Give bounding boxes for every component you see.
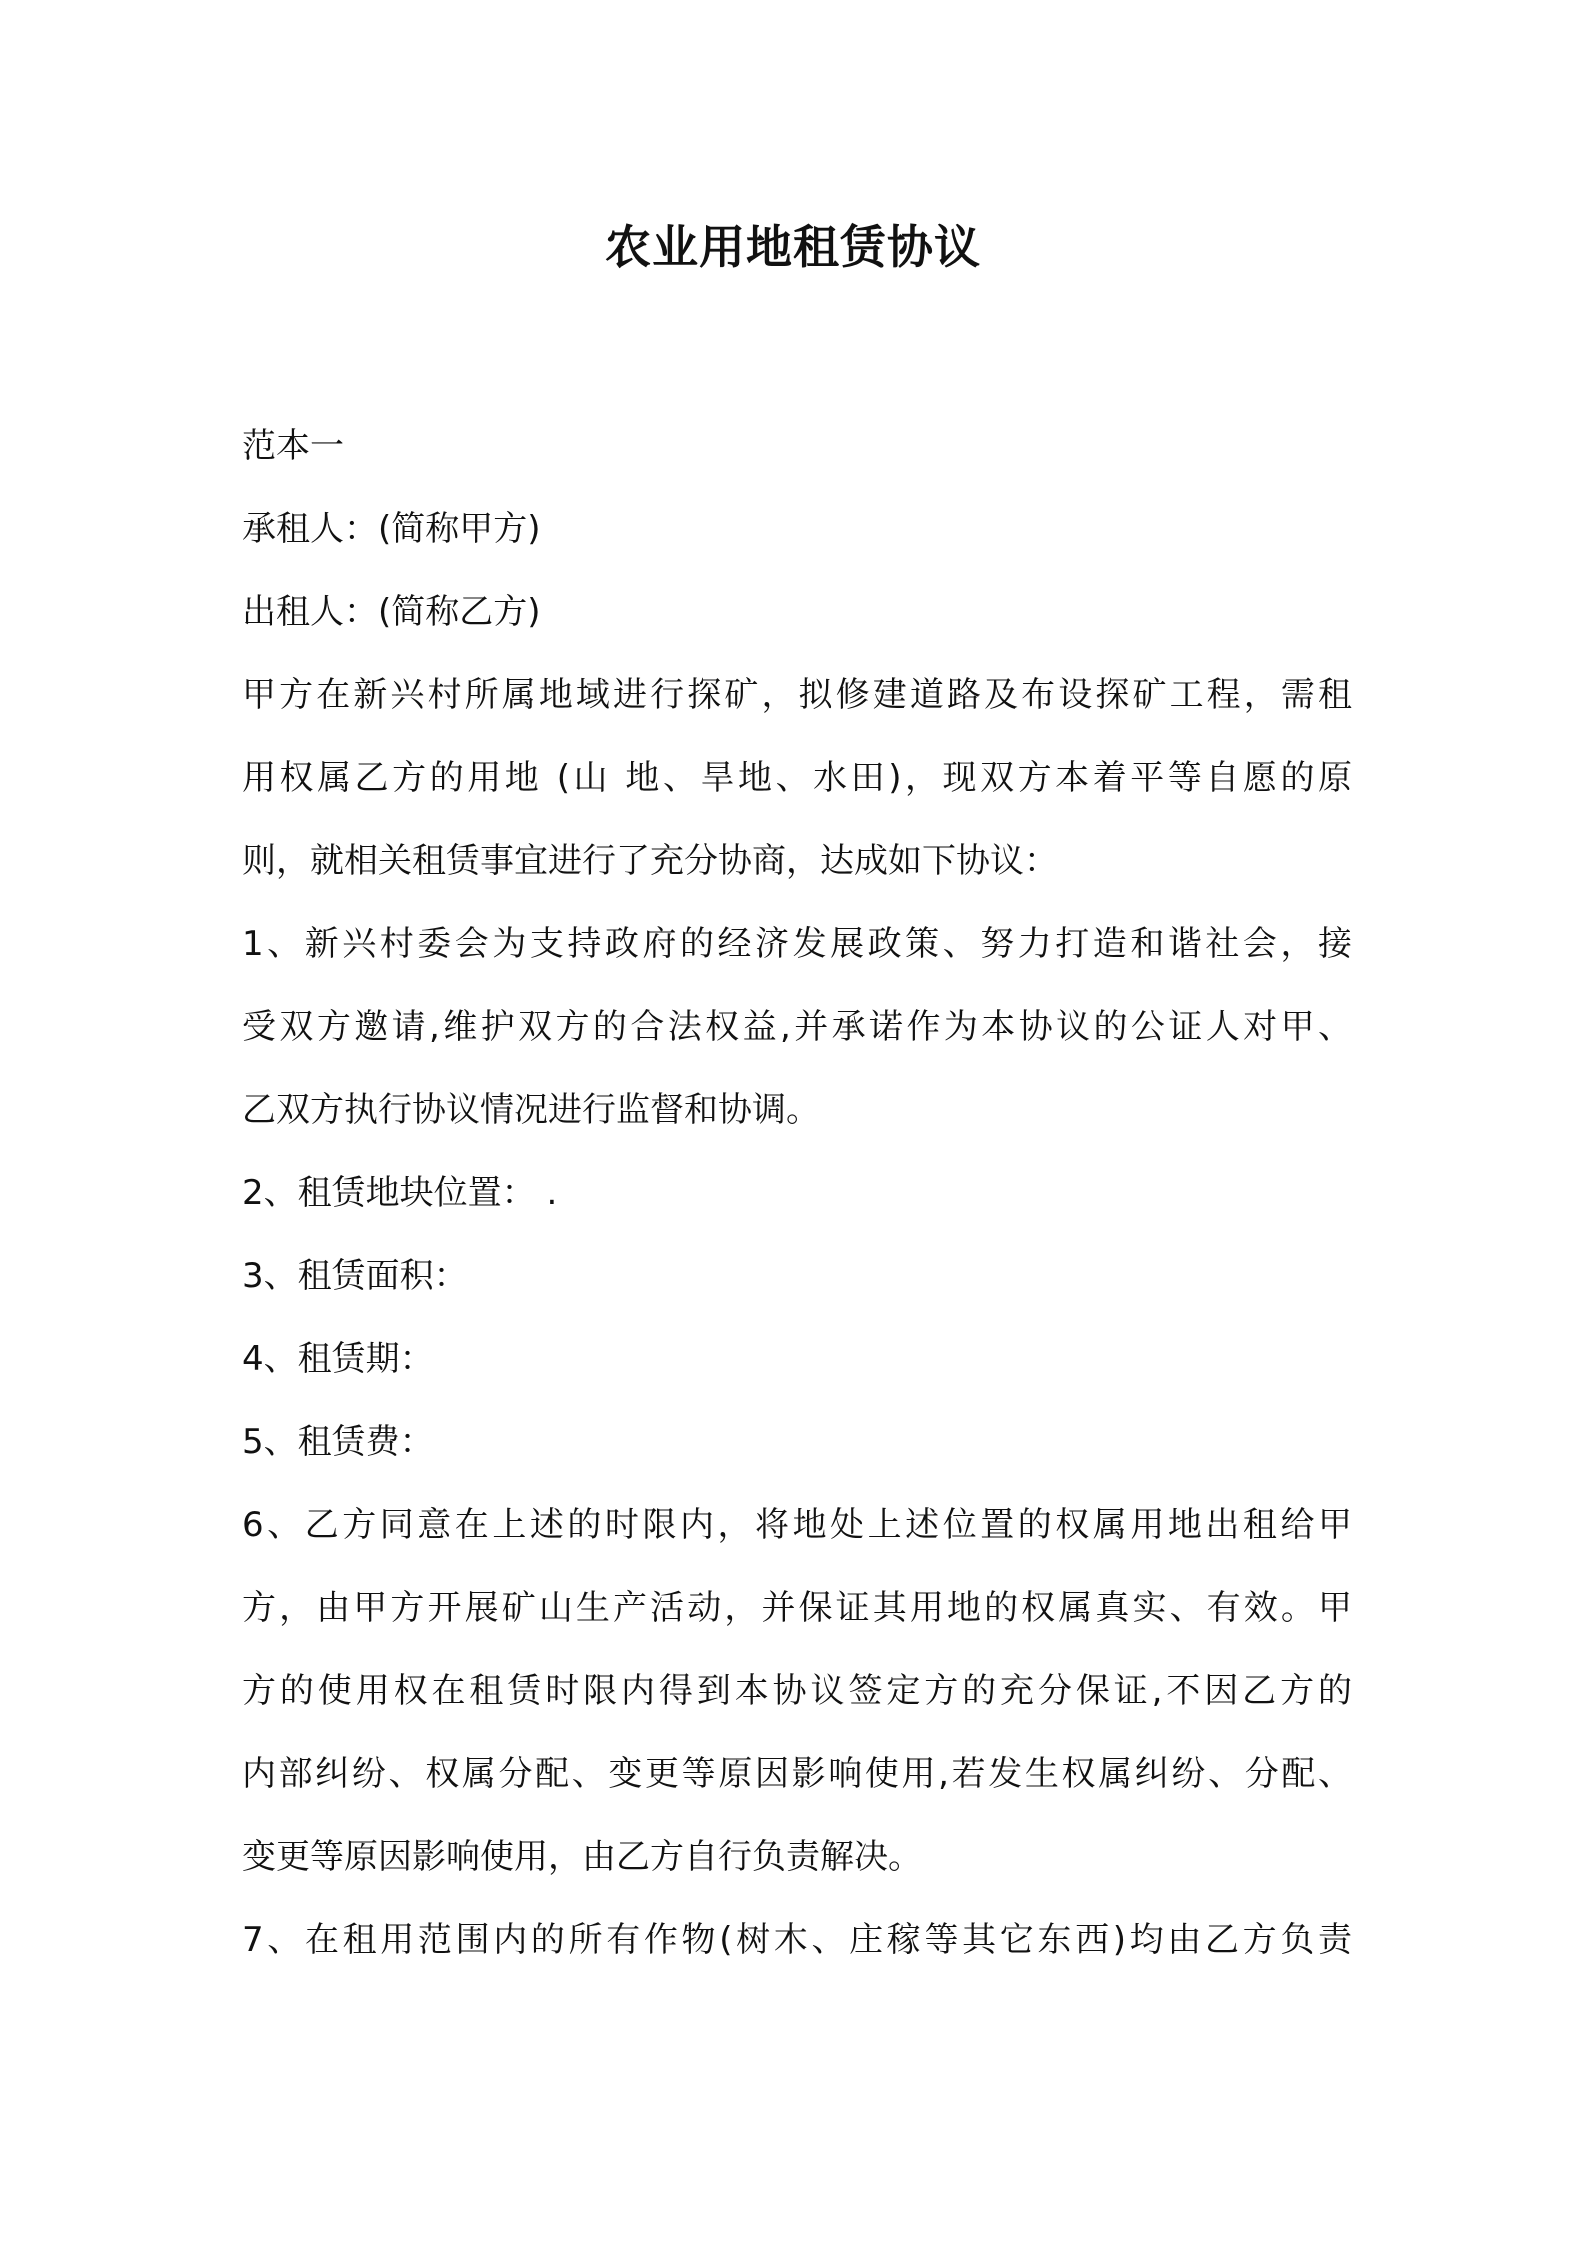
body-line: 2、租赁地块位置： .	[242, 1173, 558, 1213]
body-line: 乙双方执行协议情况进行监督和协调。	[242, 1090, 820, 1130]
body-line: 方的使用权在租赁时限内得到本协议签定方的充分保证,不因乙方的	[242, 1671, 1352, 1711]
body-line: 出租人：(简称乙方)	[242, 592, 541, 632]
body-line: 承租人：(简称甲方)	[242, 509, 541, 549]
body-line: 1、新兴村委会为支持政府的经济发展政策、努力打造和谐社会，接	[242, 924, 1352, 964]
document-title: 农业用地租赁协议	[605, 220, 981, 274]
body-line: 3、租赁面积：	[242, 1256, 468, 1296]
body-line: 4、租赁期：	[242, 1339, 434, 1379]
body-line: 受双方邀请,维护双方的合法权益,并承诺作为本协议的公证人对甲、	[242, 1007, 1352, 1047]
body-line: 方，由甲方开展矿山生产活动，并保证其用地的权属真实、有效。甲	[242, 1588, 1352, 1628]
body-line: 用权属乙方的用地 (山 地、旱地、水田)，现双方本着平等自愿的原	[242, 758, 1352, 798]
body-line: 变更等原因影响使用，由乙方自行负责解决。	[242, 1837, 922, 1877]
body-line: 则，就相关租赁事宜进行了充分协商，达成如下协议：	[242, 841, 1058, 881]
body-line: 5、租赁费：	[242, 1422, 434, 1462]
body-line: 内部纠纷、权属分配、变更等原因影响使用,若发生权属纠纷、分配、	[242, 1754, 1352, 1794]
body-line: 7、在租用范围内的所有作物(树木、庄稼等其它东西)均由乙方负责	[242, 1920, 1352, 1960]
body-line: 6、乙方同意在上述的时限内，将地处上述位置的权属用地出租给甲	[242, 1505, 1352, 1545]
document-body	[242, 405, 1352, 1982]
body-line: 甲方在新兴村所属地域进行探矿，拟修建道路及布设探矿工程，需租	[242, 675, 1352, 715]
body-line: 范本一	[242, 426, 344, 466]
